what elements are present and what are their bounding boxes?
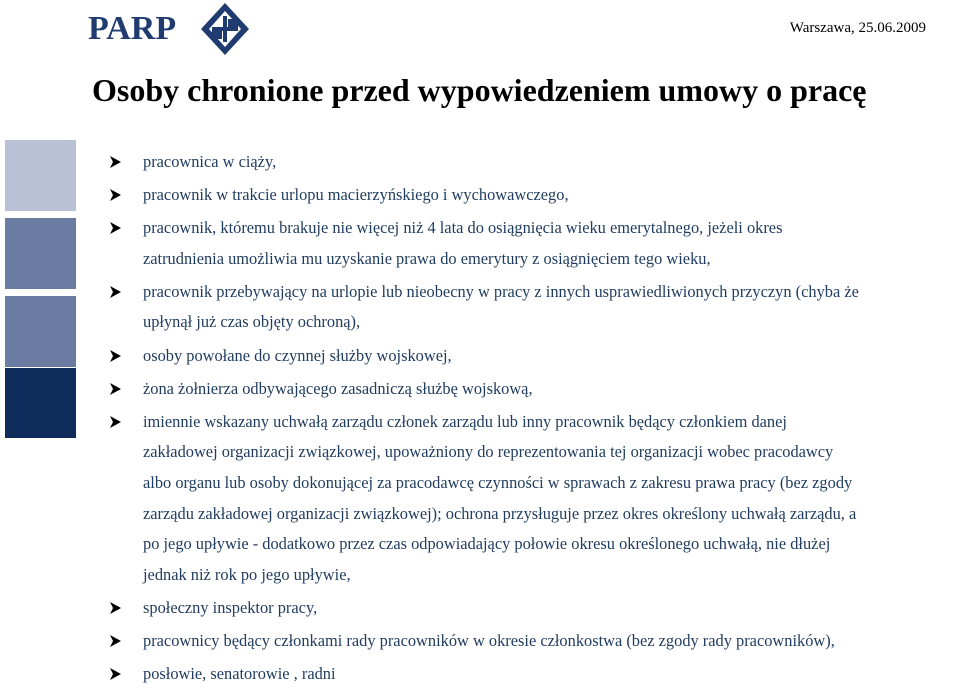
parp-logo-icon <box>200 2 250 56</box>
slide-title: Osoby chronione przed wypowiedzeniem umowy o pracę <box>92 72 867 108</box>
arrow-bullet-icon <box>110 222 121 234</box>
bullet-text-line: żona żołnierza odbywającego zasadniczą służbę wojskową, <box>143 378 533 398</box>
bullet-text-line: jednak niż rok po jego upływie, <box>143 564 351 584</box>
bullet-text-line: osoby powołane do czynnej służby wojskowej, <box>143 345 452 365</box>
square-mid <box>5 296 76 367</box>
bullet-text-line: zakładowej organizacji związkowej, upoważniony do reprezentowania tej organizacji wobec pracodawcy <box>143 442 834 462</box>
bullet-text-line: albo organu lub osoby dokonującej za pracodawcę czynności w sprawach z zakresu prawa pracy (bez zgody <box>143 472 853 492</box>
bullet-text-line: pracownicy będący członkami rady pracowników w okresie członkostwa (bez zgody rady pracowników), <box>143 630 835 650</box>
bullet-text-line: posłowie, senatorowie , radni <box>143 664 336 683</box>
arrow-bullet-icon <box>110 635 121 647</box>
bullet-text-line: pracownica w ciąży, <box>143 152 277 171</box>
arrow-bullet-icon <box>110 156 121 168</box>
list-item <box>110 593 960 624</box>
bullet-text-line: upłynął już czas objęty ochroną), <box>143 312 361 332</box>
list-item <box>110 213 960 274</box>
list-item <box>110 374 960 405</box>
list-item <box>110 180 960 211</box>
square-mid <box>5 218 76 289</box>
square-dark <box>5 368 76 438</box>
bullet-list <box>110 147 960 690</box>
list-item <box>110 407 960 591</box>
bullet-text-line: po jego upływie - dodatkowo przez czas odpowiadający połowie okresu określonego uchwałą, nie dłużej <box>143 534 831 554</box>
list-item <box>110 277 960 338</box>
slide-date: Warszawa, 25.06.2009 <box>789 20 926 36</box>
bullet-text-line: pracownik w trakcie urlopu macierzyńskiego i wychowawczego, <box>143 185 569 205</box>
square-light <box>5 140 76 211</box>
arrow-bullet-icon <box>110 350 121 362</box>
arrow-bullet-icon <box>110 189 121 201</box>
arrow-bullet-icon <box>110 668 121 680</box>
bullet-text-line: zatrudnienia umożliwia mu uzyskanie prawa do emerytury z osiągnięciem tego wieku, <box>143 248 711 268</box>
list-item <box>110 341 960 372</box>
list-item <box>110 147 960 178</box>
bullet-text-line: pracownik przebywający na urlopie lub nieobecny w pracy z innych usprawiedliwionych przyczyn (chyba że <box>143 281 859 301</box>
list-item <box>110 626 960 657</box>
arrow-bullet-icon <box>110 383 121 395</box>
arrow-bullet-icon <box>110 286 121 298</box>
list-item <box>110 659 960 690</box>
bullet-text-line: pracownik, któremu brakuje nie więcej niż 4 lata do osiągnięcia wieku emerytalnego, jeżeli okres <box>143 218 783 238</box>
logo-text: PARP <box>88 10 177 47</box>
bullet-text-line: zarządu zakładowej organizacji związkowej); ochrona przysługuje przez okres określony uchwałą zarządu, a <box>143 503 857 523</box>
arrow-bullet-icon <box>110 416 121 428</box>
bullet-text-line: społeczny inspektor pracy, <box>143 597 318 617</box>
arrow-bullet-icon <box>110 602 121 614</box>
bullet-text-line: imiennie wskazany uchwałą zarządu członek zarządu lub inny pracownik będący członkiem danej <box>143 411 787 431</box>
